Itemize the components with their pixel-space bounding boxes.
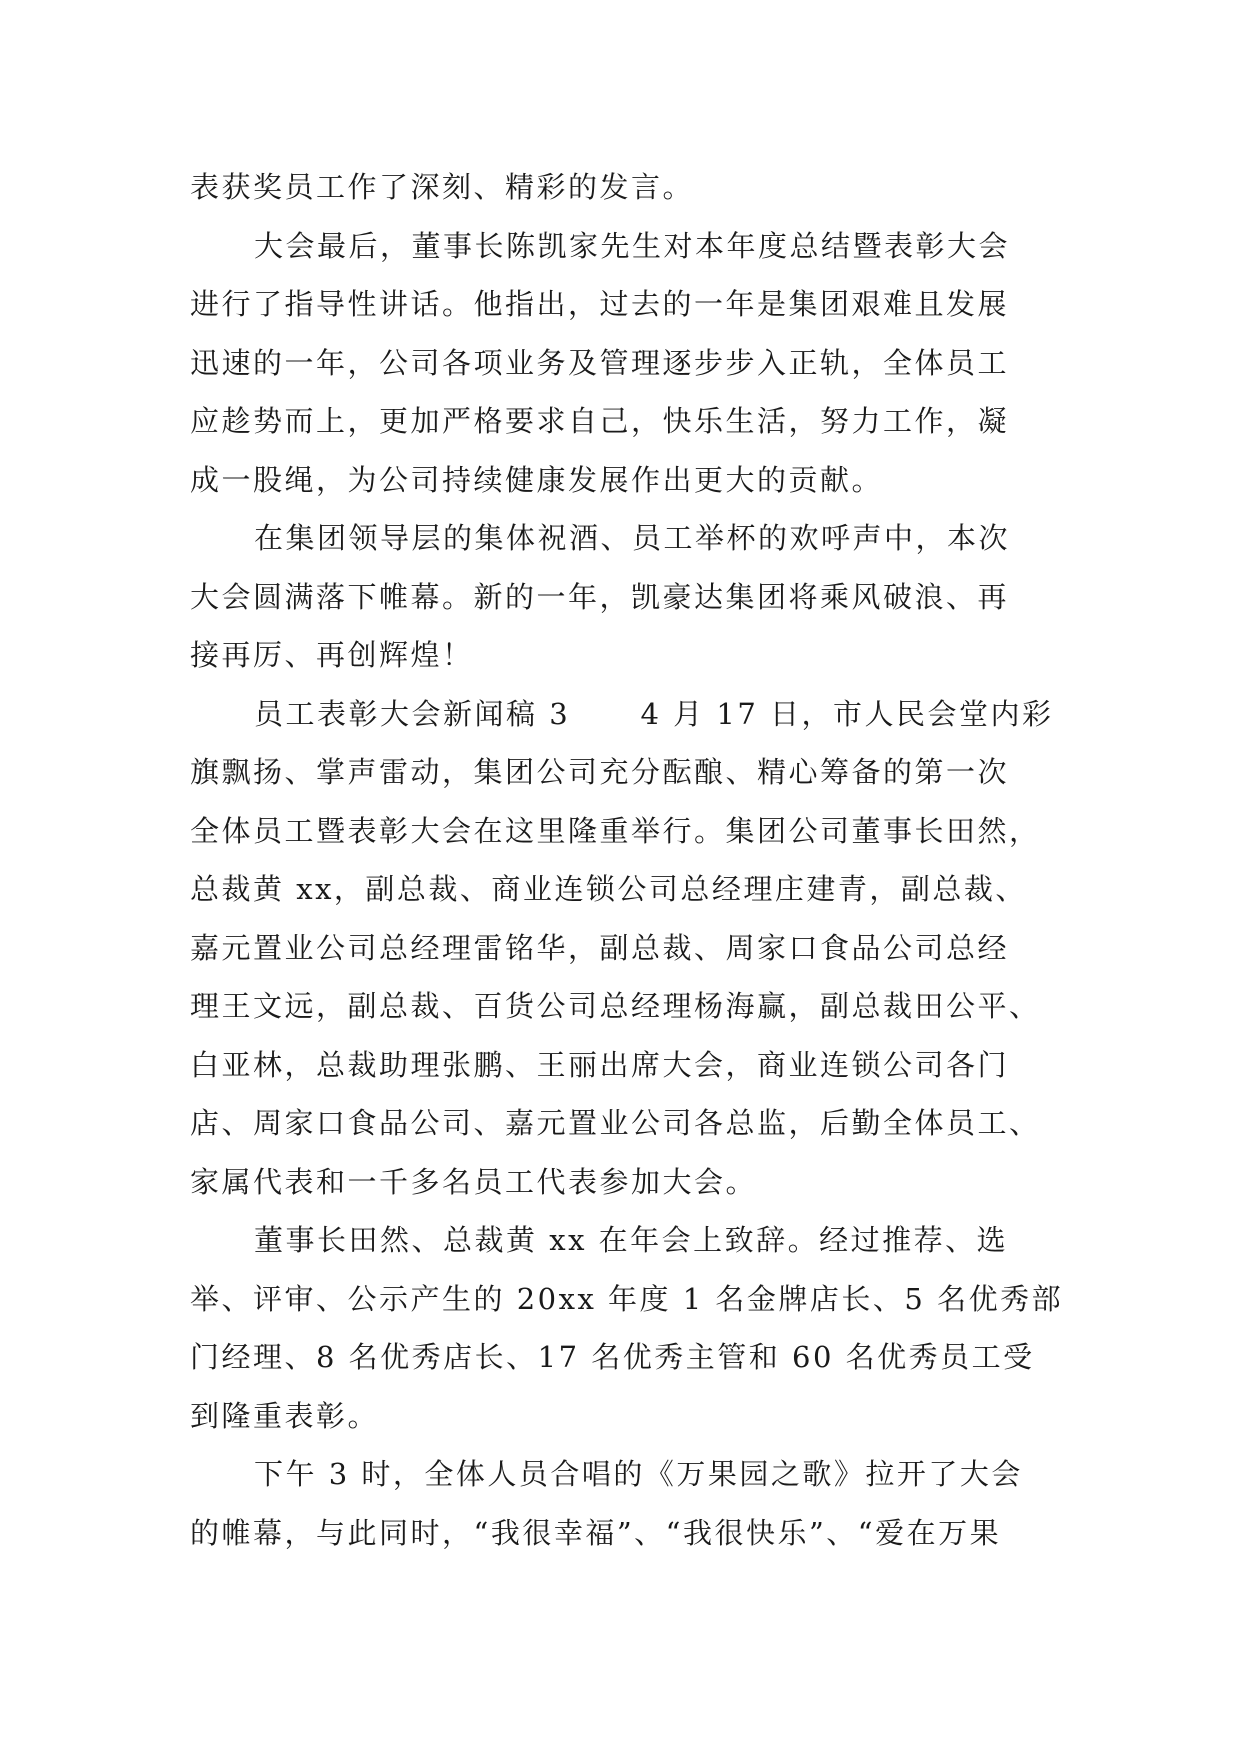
text-line: 家属代表和一千多名员工代表参加大会。 [190, 1164, 758, 1199]
text-line: 理王文远，副总裁、百货公司总经理杨海赢，副总裁田公平、 [190, 989, 1041, 1023]
text-line: 迅速的一年，公司各项业务及管理逐步步入正轨，全体员工 [190, 345, 1010, 380]
text-line: 在集团领导层的集体祝酒、员工举杯的欢呼声中，本次 [254, 521, 1011, 555]
body-text [190, 158, 1064, 1562]
text-line: 董事长田然、总裁黄 xx 在年会上致辞。经过推荐、选 [254, 1223, 1009, 1257]
text-line: 应趁势而上，更加严格要求自己，快乐生活，努力工作，凝 [190, 404, 1010, 438]
text-line: 全体员工暨表彰大会在这里隆重举行。集团公司董事长田然， [190, 813, 1041, 848]
text-line: 大会圆满落下帷幕。新的一年，凯豪达集团将乘风破浪、再 [190, 579, 1010, 614]
text-line: 到隆重表彰。 [190, 1398, 380, 1433]
text-line: 门经理、8 名优秀店长、17 名优秀主管和 60 名优秀员工受 [190, 1340, 1035, 1374]
text-line: 店、周家口食品公司、嘉元置业公司各总监，后勤全体员工、 [190, 1106, 1041, 1140]
text-line: 接再厉、再创辉煌！ [190, 638, 474, 672]
text-line: 白亚林，总裁助理张鹏、王丽出席大会，商业连锁公司各门 [190, 1047, 1010, 1082]
text-line: 进行了指导性讲话。他指出，过去的一年是集团艰难且发展 [190, 287, 1010, 321]
text-line: 下午 3 时，全体人员合唱的《万果园之歌》拉开了大会 [254, 1457, 1023, 1491]
text-line: 嘉元置业公司总经理雷铭华，副总裁、周家口食品公司总经 [190, 930, 1010, 965]
text-line: 旗飘扬、掌声雷动，集团公司充分酝酿、精心筹备的第一次 [190, 755, 1010, 789]
text-line: 的帷幕，与此同时，“我很幸福”、“我很快乐”、“爱在万果 [190, 1515, 1002, 1550]
text-line: 员工表彰大会新闻稿 3 4 月 17 日，市人民会堂内彩 [254, 696, 1054, 731]
text-line: 总裁黄 xx，副总裁、商业连锁公司总经理庄建青，副总裁、 [190, 872, 1027, 906]
text-line: 举、评审、公示产生的 20xx 年度 1 名金牌店长、5 名优秀部 [190, 1281, 1064, 1316]
text-line: 成一股绳，为公司持续健康发展作出更大的贡献。 [190, 462, 884, 497]
text-line: 表获奖员工作了深刻、精彩的发言。 [190, 170, 695, 204]
text-line: 大会最后，董事长陈凯家先生对本年度总结暨表彰大会 [254, 228, 1011, 263]
